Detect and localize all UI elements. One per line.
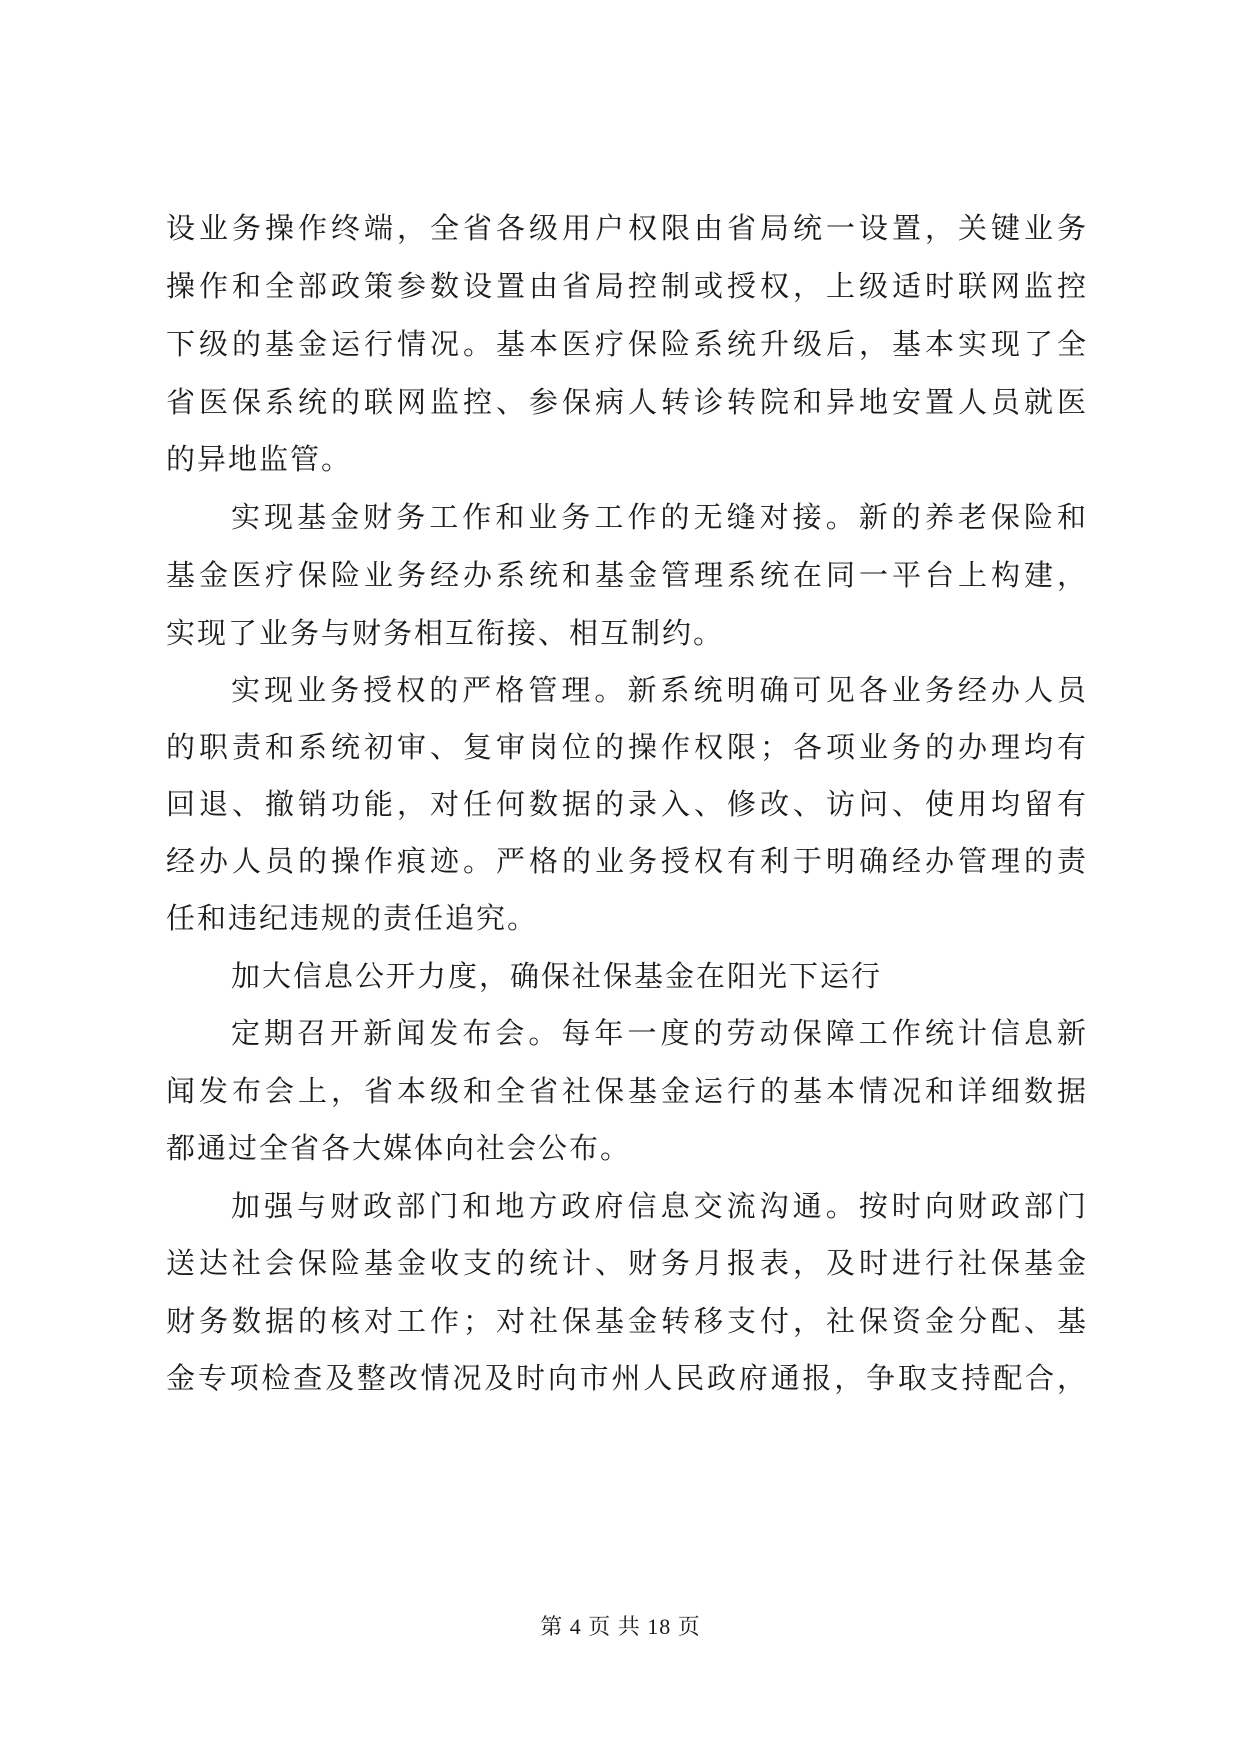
body-text-line: 任和违纪违规的责任追究。: [166, 901, 539, 935]
body-text-line: 经办人员的操作痕迹。严格的业务授权有利于明确经办管理的责: [166, 844, 1086, 878]
body-text-line: 的职责和系统初审、复审岗位的操作权限；各项业务的办理均有: [166, 730, 1086, 764]
body-text-line: 送达社会保险基金收支的统计、财务月报表，及时进行社保基金: [166, 1246, 1086, 1280]
body-text-line: 的异地监管。: [166, 442, 353, 476]
paragraph-first-line: 加强与财政部门和地方政府信息交流沟通。按时向财政部门: [231, 1189, 1086, 1223]
paragraph-first-line: 实现业务授权的严格管理。新系统明确可见各业务经办人员: [231, 673, 1086, 707]
paragraph-first-line: 实现基金财务工作和业务工作的无缝对接。新的养老保险和: [231, 500, 1086, 534]
body-text-line: 下级的基金运行情况。基本医疗保险系统升级后，基本实现了全: [166, 327, 1086, 361]
paragraph-first-line: 定期召开新闻发布会。每年一度的劳动保障工作统计信息新: [231, 1016, 1086, 1050]
body-text-line: 省医保系统的联网监控、参保病人转诊转院和异地安置人员就医: [166, 385, 1086, 419]
body-text-line: 设业务操作终端，全省各级用户权限由省局统一设置，关键业务: [166, 211, 1086, 245]
body-text-line: 实现了业务与财务相互衔接、相互制约。: [166, 616, 725, 650]
body-text-line: 金专项检查及整改情况及时向市州人民政府通报，争取支持配合，: [166, 1361, 1086, 1395]
body-text-line: 回退、撤销功能，对任何数据的录入、修改、访问、使用均留有: [166, 787, 1086, 821]
body-text-line: 基金医疗保险业务经办系统和基金管理系统在同一平台上构建，: [166, 558, 1086, 592]
body-text-line: 都通过全省各大媒体向社会公布。: [166, 1131, 632, 1165]
page-number-footer: 第 4 页 共 18 页: [540, 1614, 701, 1639]
body-text-line: 财务数据的核对工作；对社保基金转移支付，社保资金分配、基: [166, 1304, 1086, 1338]
body-text-line: 操作和全部政策参数设置由省局控制或授权，上级适时联网监控: [166, 269, 1086, 303]
body-text-line: 闻发布会上，省本级和全省社保基金运行的基本情况和详细数据: [166, 1074, 1086, 1108]
section-heading: 加大信息公开力度，确保社保基金在阳光下运行: [231, 959, 883, 993]
